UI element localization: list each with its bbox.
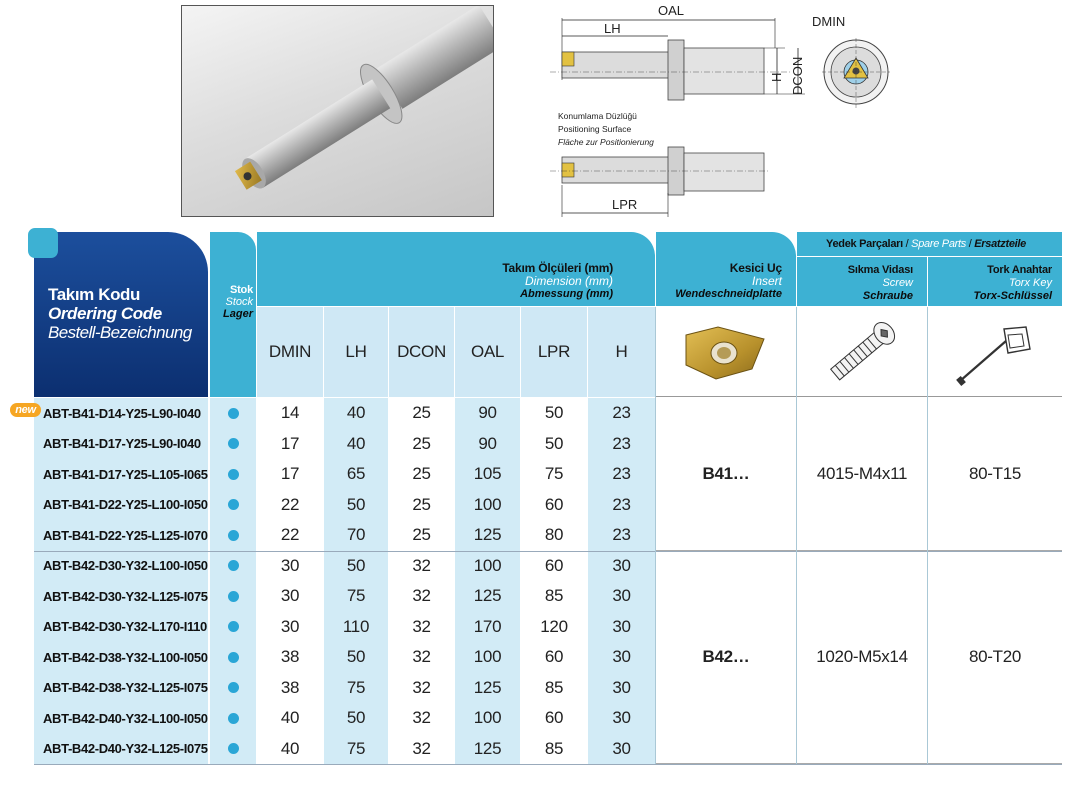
cell-dmin: 17 [257, 429, 323, 460]
stock-cell [210, 612, 256, 643]
cell-lh: 50 [324, 642, 388, 673]
oal-label: OAL [658, 3, 685, 18]
cell-h: 30 [588, 612, 655, 643]
cell-h: 23 [588, 459, 655, 490]
col-lh: LH [324, 307, 388, 397]
cell-h: 30 [588, 551, 655, 582]
screw-label-en: Screw [882, 277, 913, 289]
cell-dmin: 22 [257, 520, 323, 551]
tool-photo [181, 5, 494, 217]
stock-cell [210, 642, 256, 673]
key-label-tr: Tork Anahtar [987, 264, 1052, 276]
cell-lpr: 60 [521, 642, 587, 673]
insert-label-en: Insert [751, 274, 782, 288]
screw-label-de: Schraube [862, 290, 913, 302]
spare-sep: / [905, 238, 909, 250]
cell-oal: 125 [455, 581, 520, 612]
corner-tab [28, 228, 58, 258]
ordering-code-cell: ABT-B42-D30-Y32-L125-I075 [34, 581, 208, 612]
stock-cell [210, 459, 256, 490]
in-stock-dot-icon [228, 591, 239, 602]
cell-dcon: 25 [389, 398, 454, 429]
cell-lpr: 60 [521, 703, 587, 734]
col-dmin: DMIN [257, 307, 323, 397]
cell-h: 23 [588, 490, 655, 521]
cell-lh: 75 [324, 673, 388, 704]
cell-dcon: 32 [389, 642, 454, 673]
ordering-code-cell: ABT-B42-D38-Y32-L125-I075 [34, 673, 208, 704]
cell-dcon: 32 [389, 673, 454, 704]
col-lpr: LPR [521, 307, 587, 397]
cell-lpr: 85 [521, 581, 587, 612]
cell-lpr: 50 [521, 398, 587, 429]
group-insert-cell: B41… [656, 398, 796, 551]
cell-h: 23 [588, 398, 655, 429]
cell-lh: 50 [324, 703, 388, 734]
code-title-tr: Takım Kodu [48, 285, 141, 304]
in-stock-dot-icon [228, 408, 239, 419]
in-stock-dot-icon [228, 743, 239, 754]
cell-dcon: 32 [389, 551, 454, 582]
column-divider [796, 307, 797, 764]
column-divider [655, 307, 656, 764]
cell-dcon: 32 [389, 703, 454, 734]
screw-label-tr: Sıkma Vidası [847, 264, 913, 276]
cell-oal: 90 [455, 429, 520, 460]
cell-lpr: 80 [521, 520, 587, 551]
in-stock-dot-icon [228, 560, 239, 571]
table-bottom-rule [34, 764, 1062, 765]
stock-cell [210, 734, 256, 765]
cell-lh: 110 [324, 612, 388, 643]
in-stock-dot-icon [228, 652, 239, 663]
cell-oal: 125 [455, 734, 520, 765]
torx-key-image [928, 307, 1062, 397]
group-screw-cell: 4015-M4x11 [797, 398, 927, 551]
ordering-code-title [48, 285, 192, 342]
h-label: H [769, 72, 784, 82]
cell-oal: 170 [455, 612, 520, 643]
stock-cell [210, 490, 256, 521]
in-stock-dot-icon [228, 682, 239, 693]
screw-image [797, 307, 927, 397]
cell-oal: 125 [455, 520, 520, 551]
lh-label: LH [604, 21, 621, 36]
dims-label-tr: Takım Ölçüleri (mm) [502, 261, 613, 275]
cell-dcon: 25 [389, 429, 454, 460]
cell-h: 30 [588, 734, 655, 765]
header-torx-key [928, 257, 1062, 306]
code-title-en: Ordering Code [48, 304, 162, 323]
cell-dcon: 32 [389, 734, 454, 765]
cell-dcon: 25 [389, 459, 454, 490]
tool-end-view [812, 10, 892, 110]
cell-lh: 50 [324, 490, 388, 521]
header-stock [210, 232, 256, 397]
cell-dcon: 32 [389, 612, 454, 643]
cell-h: 30 [588, 642, 655, 673]
cell-lh: 70 [324, 520, 388, 551]
dcon-label: DCON [790, 56, 805, 95]
ordering-code-cell: ABT-B42-D40-Y32-L100-I050 [34, 703, 208, 734]
col-dcon: DCON [389, 307, 454, 397]
cell-oal: 100 [455, 642, 520, 673]
stock-label-de: Lager [223, 308, 253, 320]
cell-dmin: 30 [257, 551, 323, 582]
group-separator [34, 551, 1062, 552]
ordering-code-cell: ABT-B41-D14-Y25-L90-I040 [34, 398, 208, 429]
in-stock-dot-icon [228, 438, 239, 449]
cell-lpr: 75 [521, 459, 587, 490]
stock-cell [210, 581, 256, 612]
stock-label-en: Stock [225, 296, 253, 308]
cell-lpr: 50 [521, 429, 587, 460]
group-screw-cell: 1020-M5x14 [797, 551, 927, 765]
spare-sep: / [968, 238, 972, 250]
ordering-code-cell: ABT-B42-D40-Y32-L125-I075 [34, 734, 208, 765]
cell-dcon: 25 [389, 520, 454, 551]
in-stock-dot-icon [228, 713, 239, 724]
cell-lh: 75 [324, 581, 388, 612]
key-label-de: Torx-Schlüssel [973, 290, 1052, 302]
positioning-label-tr: Konumlama Düzlüğü [558, 111, 637, 121]
dims-label-en: Dimension (mm) [524, 274, 613, 288]
ordering-code-cell: ABT-B42-D30-Y32-L100-I050 [34, 551, 208, 582]
col-h: H [588, 307, 655, 397]
cell-dmin: 38 [257, 642, 323, 673]
cell-dmin: 22 [257, 490, 323, 521]
in-stock-dot-icon [228, 530, 239, 541]
positioning-label-de: Fläche zur Positionierung [558, 137, 654, 147]
cell-lh: 40 [324, 398, 388, 429]
stock-label-tr: Stok [229, 284, 253, 296]
cell-dmin: 40 [257, 703, 323, 734]
stock-cell [210, 673, 256, 704]
spare-label-de: Ersatzteile [974, 238, 1026, 250]
cell-dcon: 25 [389, 490, 454, 521]
cell-h: 30 [588, 673, 655, 704]
cell-oal: 100 [455, 703, 520, 734]
group-insert-cell: B42… [656, 551, 796, 765]
ordering-code-cell: ABT-B41-D22-Y25-L125-I070 [34, 520, 208, 551]
lpr-label: LPR [612, 197, 638, 212]
cell-h: 23 [588, 520, 655, 551]
column-divider [927, 307, 928, 764]
stock-cell [210, 703, 256, 734]
insert-label-tr: Kesici Uç [729, 261, 782, 275]
col-oal: OAL [455, 307, 520, 397]
cell-dmin: 40 [257, 734, 323, 765]
insert-label-de: Wendeschneidplatte [675, 288, 782, 300]
key-label-en: Torx Key [1008, 277, 1052, 289]
cell-h: 23 [588, 429, 655, 460]
new-badge: new [10, 403, 41, 417]
spare-label-en: Spare Parts [911, 238, 966, 250]
cell-oal: 90 [455, 398, 520, 429]
insert-image [656, 307, 796, 397]
spare-label-tr: Yedek Parçaları [826, 238, 903, 250]
positioning-drawing [540, 105, 780, 220]
cell-lh: 65 [324, 459, 388, 490]
stock-cell [210, 520, 256, 551]
ordering-code-cell: ABT-B41-D22-Y25-L100-I050 [34, 490, 208, 521]
cell-dmin: 30 [257, 612, 323, 643]
positioning-label-en: Positioning Surface [558, 124, 632, 134]
cell-lh: 50 [324, 551, 388, 582]
dims-label-de: Abmessung (mm) [520, 288, 613, 300]
cell-oal: 100 [455, 490, 520, 521]
cell-dmin: 14 [257, 398, 323, 429]
in-stock-dot-icon [228, 469, 239, 480]
cell-lpr: 120 [521, 612, 587, 643]
tool-dimension-drawing [540, 0, 810, 110]
stock-cell [210, 551, 256, 582]
stock-cell [210, 398, 256, 429]
cell-lh: 40 [324, 429, 388, 460]
header-spare-parts [797, 232, 1062, 256]
cell-lpr: 60 [521, 490, 587, 521]
cell-dmin: 17 [257, 459, 323, 490]
cell-lpr: 85 [521, 734, 587, 765]
cell-oal: 105 [455, 459, 520, 490]
cell-dcon: 32 [389, 581, 454, 612]
cell-h: 30 [588, 703, 655, 734]
cell-lpr: 60 [521, 551, 587, 582]
cell-oal: 100 [455, 551, 520, 582]
cell-h: 30 [588, 581, 655, 612]
ordering-code-cell: ABT-B42-D38-Y32-L100-I050 [34, 642, 208, 673]
cell-lpr: 85 [521, 673, 587, 704]
ordering-code-cell: ABT-B42-D30-Y32-L170-I110 [34, 612, 208, 643]
cell-lh: 75 [324, 734, 388, 765]
group-key-cell: 80-T15 [928, 398, 1062, 551]
header-dimensions [257, 232, 655, 306]
in-stock-dot-icon [228, 499, 239, 510]
header-screw [797, 257, 927, 306]
cell-oal: 125 [455, 673, 520, 704]
ordering-code-cell: ABT-B41-D17-Y25-L90-I040 [34, 429, 208, 460]
cell-dmin: 30 [257, 581, 323, 612]
code-title-de: Bestell-Bezeichnung [48, 323, 192, 342]
ordering-code-cell: ABT-B41-D17-Y25-L105-I065 [34, 459, 208, 490]
in-stock-dot-icon [228, 621, 239, 632]
cell-dmin: 38 [257, 673, 323, 704]
group-key-cell: 80-T20 [928, 551, 1062, 765]
dmin-label: DMIN [812, 14, 846, 29]
stock-cell [210, 429, 256, 460]
header-insert [656, 232, 796, 306]
